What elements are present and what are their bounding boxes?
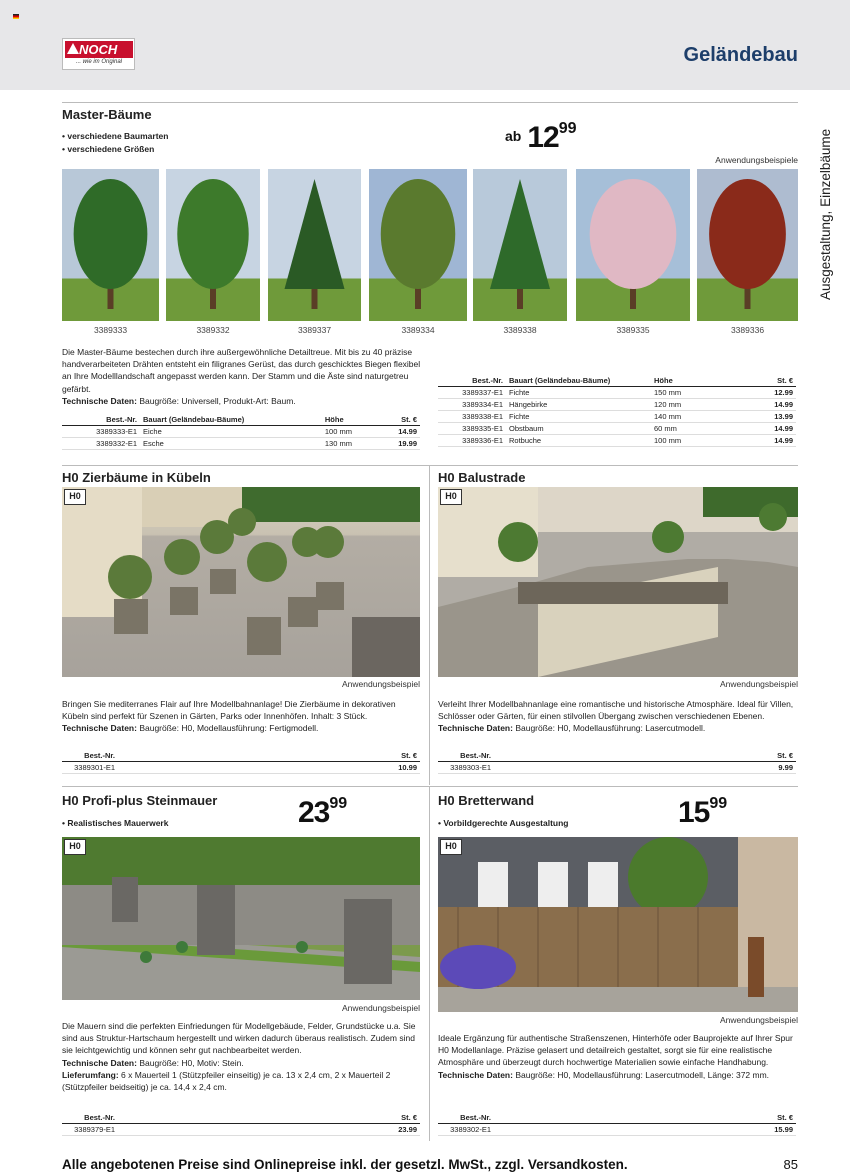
bretter-description: Ideale Ergänzung für authentische Straßenszenen, Hinterhöfe oder Bauprojekte auf Ihrer Spur H0 Modellanlage. Präzise gelasert und detailreich gestaltet, sorgt sie für eine realistische Atmosphäre und überzeugt durch hochwertige Materialien sowie einfache Handhabung. Technische Daten: Baugröße: H0, Modellausführung: Lasercutmodell, Länge: 372 mm. (438, 1033, 793, 1080)
master-bullet-1: • verschiedene Baumarten (62, 131, 169, 141)
bretter-table: Best.-Nr. St. € 3389302-E1 15.99 (438, 1112, 796, 1136)
flag-icon (13, 14, 19, 19)
tree-photo[interactable] (369, 169, 467, 321)
table-row[interactable]: 3389301-E1 10.99 (62, 762, 420, 774)
bretter-photo[interactable] (438, 837, 798, 1012)
table-row[interactable]: 3389332-E1 Esche 130 mm 19.99 (62, 438, 420, 450)
tree-illustration (473, 169, 567, 321)
logo-subtitle: ... wie im Original (75, 59, 122, 65)
divider (429, 465, 430, 785)
mauer-app-label: Anwendungsbeispiel (342, 1003, 420, 1013)
table-row[interactable]: 3389334-E1 Hängebirke 120 mm 14.99 (438, 399, 796, 411)
kuebel-illustration (62, 487, 420, 677)
table-row[interactable]: 3389338-E1 Fichte 140 mm 13.99 (438, 411, 796, 423)
divider (62, 465, 798, 466)
balustrade-photo[interactable] (438, 487, 798, 677)
product-code: 3389334 (401, 325, 435, 335)
logo-text: NOCH (79, 42, 118, 57)
kuebel-table: Best.-Nr. St. € 3389301-E1 10.99 (62, 750, 420, 774)
divider (62, 102, 798, 103)
mauer-price: 2399 (298, 795, 348, 829)
tree-illustration (62, 169, 159, 321)
tree-photo[interactable] (473, 169, 567, 321)
tree-illustration (268, 169, 361, 321)
footer-note: Alle angebotenen Preise sind Onlinepreise inkl. der gesetzl. MwSt., zzgl. Versandkosten. (62, 1157, 628, 1172)
balustrade-description: Verleiht Ihrer Modellbahnanlage eine romantische und historische Atmosphäre. Ideal für Villen, Schlösser oder Gärten, für einen stilvollen Übergang zwischen verschiedenen Ebenen. Technische Daten: Baugröße: H0, Modellausführung: Lasercutmodell. (438, 699, 794, 734)
h0-badge: H0 (440, 839, 462, 855)
table-row[interactable]: 3389302-E1 15.99 (438, 1124, 796, 1136)
bretter-bullet: • Vorbildgerechte Ausgestaltung (438, 818, 569, 828)
balustrade-app-label: Anwendungsbeispiel (720, 679, 798, 689)
mauer-photo[interactable] (62, 837, 420, 1000)
master-table-right: Best.-Nr. Bauart (Geländebau-Bäume) Höhe St. € 3389337-E1 Fichte 150 mm 12.99 3389334-E1 Hängebirke 120 mm 14.99 3389338-E1 Fichte 140 mm 13.99 3389335-E1 Obstbaum 60 mm 14.99 3389336-E1 Rotbuche 100 mm 14.99 (438, 375, 796, 447)
page-number: 85 (783, 1157, 798, 1172)
h0-badge: H0 (64, 839, 86, 855)
kuebel-description: Bringen Sie mediterranes Flair auf Ihre Modellbahnanlage! Die Zierbäume in dekorativen Kübeln sind perfekt für Szenen in Gärten, Parks oder Innenhöfen. Inhalt: 3 Stück. Technische Daten: Baugröße: H0, Modellausführung: Fertigmodell. (62, 699, 396, 734)
page-title: Geländebau (683, 44, 798, 66)
table-row[interactable]: 3389303-E1 9.99 (438, 762, 796, 774)
balustrade-table: Best.-Nr. St. € 3389303-E1 9.99 (438, 750, 796, 774)
product-code: 3389338 (503, 325, 537, 335)
h0-badge: H0 (64, 489, 86, 505)
section-title-bretter: H0 Bretterwand (438, 793, 535, 808)
table-row[interactable]: 3389379-E1 23.99 (62, 1124, 420, 1136)
product-code: 3389335 (616, 325, 650, 335)
product-code: 3389333 (93, 325, 128, 335)
noch-logo[interactable] (62, 38, 135, 70)
tree-illustration (369, 169, 467, 321)
section-title-master: Master-Bäume (62, 107, 152, 122)
master-app-label: Anwendungsbeispiele (715, 155, 798, 165)
mauer-description: Die Mauern sind die perfekten Einfriedungen für Modellgebäude, Felder, Grundstücke u.a. Sie sind aus Struktur-Hartschaum hergestellt und wirken dadurch überaus realistisch. Zudem sind sie leichtgewichtig und können sehr gut nachbearbeitet werden. Technische Daten: Baugröße: H0, Motiv: Stein. Lieferumfang: 6 x Mauerteil 1 (Stützpfeiler einseitig) je ca. 13 x 2,4 cm, 2 x Mauerteil 2 (Stützpfeiler beidseitig) je ca. 14,4 x 2,4 cm. (62, 1021, 416, 1093)
master-bullet-2: • verschiedene Größen (62, 144, 155, 154)
bretter-app-label: Anwendungsbeispiel (720, 1015, 798, 1025)
divider (62, 786, 798, 787)
tree-photo[interactable] (166, 169, 260, 321)
section-title-mauer: H0 Profi-plus Steinmauer (62, 793, 218, 808)
bretter-illustration (438, 837, 798, 1012)
master-price: ab 1299 (505, 120, 577, 154)
balustrade-illustration (438, 487, 798, 677)
bretter-price: 1599 (678, 795, 728, 829)
table-row[interactable]: 3389336-E1 Rotbuche 100 mm 14.99 (438, 435, 796, 447)
master-description: Die Master-Bäume bestechen durch ihre außergewöhnliche Detailtreue. Mit bis zu 40 präzise handverarbeiteten Drähten entsteht ein filigranes Gerüst, das durch geschicktes Biegen flexibel an Ihre Modelllandschaft angepasst werden kann. Der Stamm und die Äste sind naturgetreu gefärbt. Technische Daten: Baugröße: Universell, Produkt-Art: Baum. (62, 347, 421, 406)
master-table-left: Best.-Nr. Bauart (Geländebau-Bäume) Höhe St. € 3389333-E1 Eiche 100 mm 14.99 3389332-E1 Esche 130 mm 19.99 (62, 414, 420, 450)
section-title-balustrade: H0 Balustrade (438, 470, 526, 485)
section-title-kuebel: H0 Zierbäume in Kübeln (62, 470, 211, 485)
page-header (0, 0, 850, 90)
tree-illustration (166, 169, 260, 321)
product-code: 3389336 (730, 325, 765, 335)
tree-photo[interactable] (697, 169, 798, 321)
mauer-table: Best.-Nr. St. € 3389379-E1 23.99 (62, 1112, 420, 1136)
table-row[interactable]: 3389333-E1 Eiche 100 mm 14.99 (62, 426, 420, 438)
table-row[interactable]: 3389335-E1 Obstbaum 60 mm 14.99 (438, 423, 796, 435)
tree-photo[interactable] (576, 169, 690, 321)
side-category-label: Ausgestaltung, Einzelbäume (818, 128, 833, 300)
logo-triangle-icon (67, 43, 79, 54)
product-code: 3389337 (297, 325, 332, 335)
kuebel-photo[interactable] (62, 487, 420, 677)
h0-badge: H0 (440, 489, 462, 505)
tree-illustration (576, 169, 690, 321)
tree-illustration (697, 169, 798, 321)
tree-photo[interactable] (268, 169, 361, 321)
mauer-bullet: • Realistisches Mauerwerk (62, 818, 169, 828)
kuebel-app-label: Anwendungsbeispiel (342, 679, 420, 689)
divider (429, 786, 430, 1141)
mauer-illustration (62, 837, 420, 1000)
product-code: 3389332 (196, 325, 230, 335)
table-row[interactable]: 3389337-E1 Fichte 150 mm 12.99 (438, 387, 796, 399)
tree-photo[interactable] (62, 169, 159, 321)
